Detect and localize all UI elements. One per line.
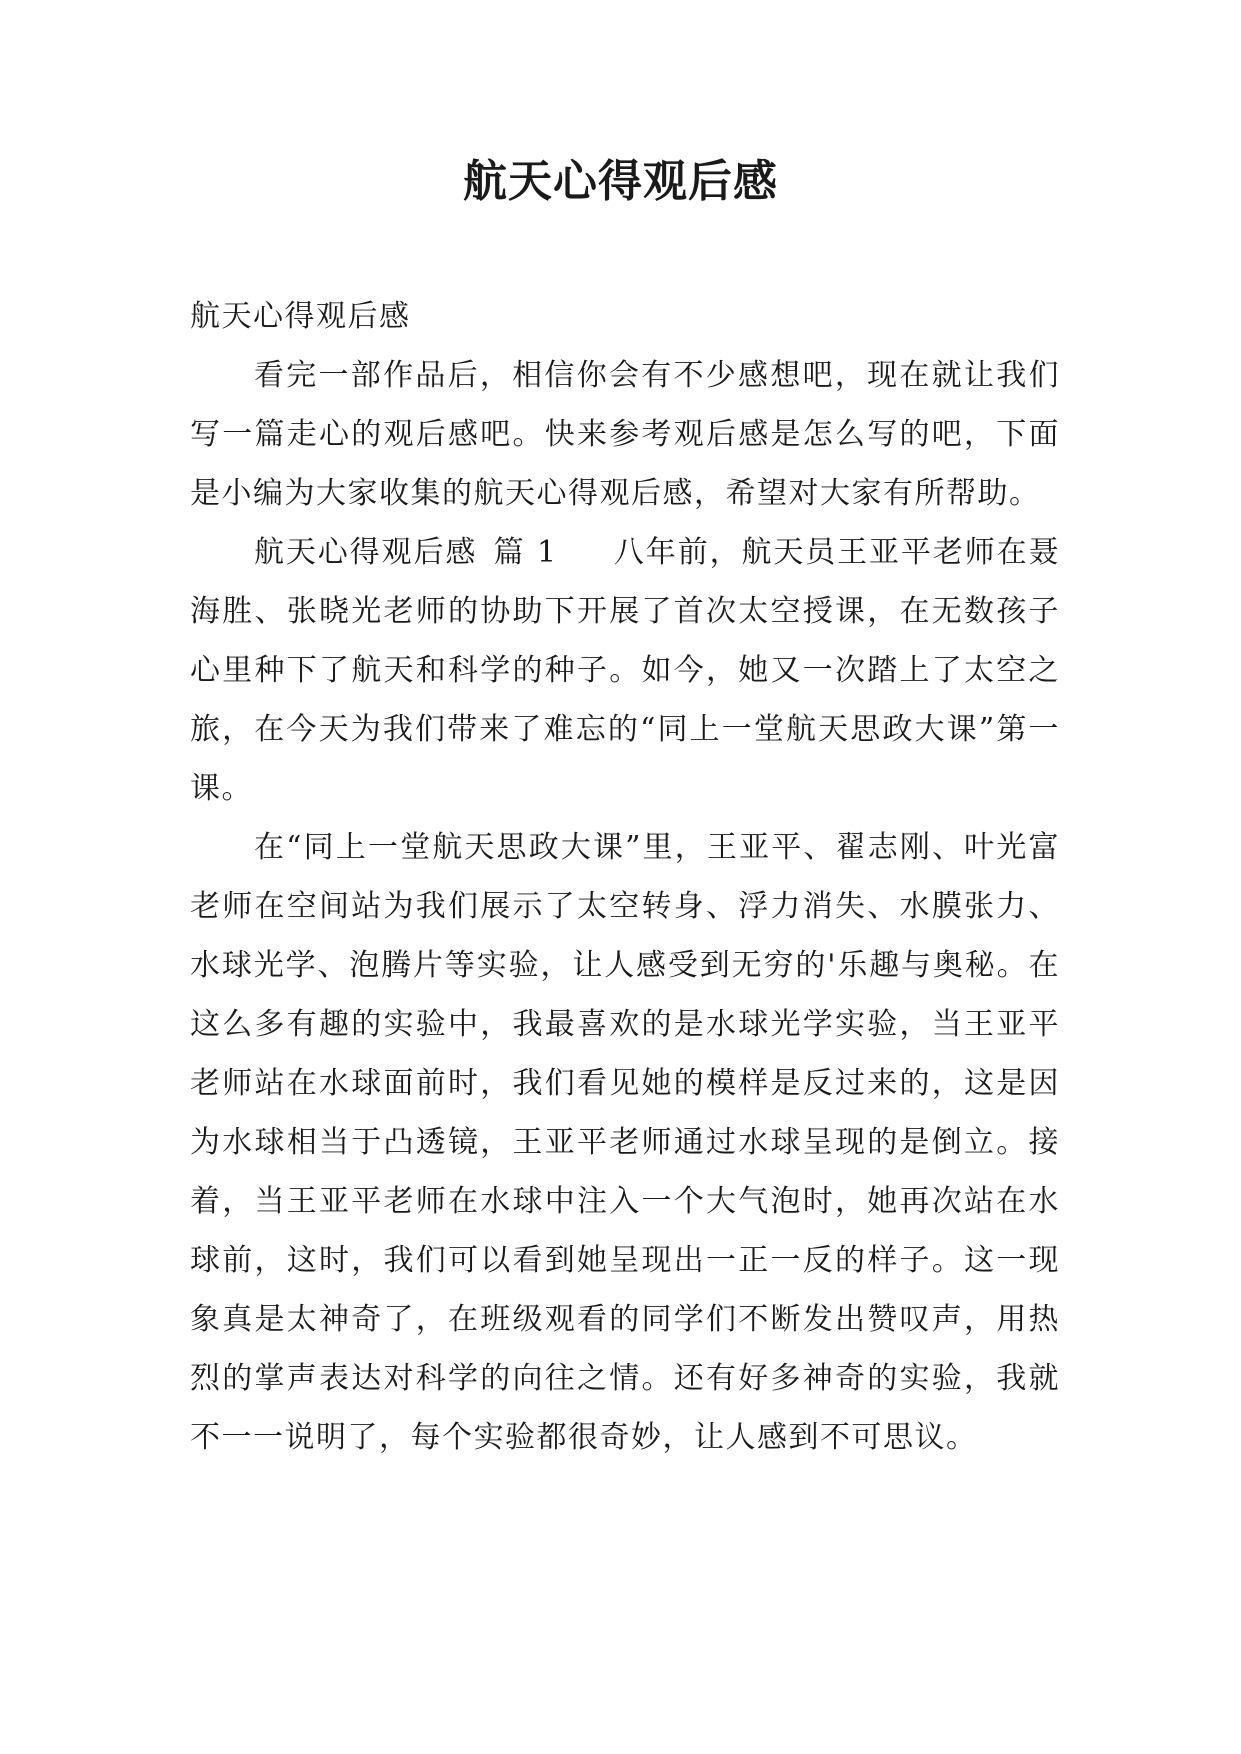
document-title: 航天心得观后感 — [463, 156, 778, 207]
article-1-number: 篇 1 — [493, 535, 558, 570]
document-subtitle: 航天心得观后感 — [190, 299, 411, 334]
document-body — [190, 287, 1060, 1467]
intro-paragraph: 看完一部作品后，相信你会有不少感想吧，现在就让我们写一篇走心的观后感吧。快来参考观后感是怎么写的吧，下面是小编为大家收集的航天心得观后感，希望对大家有所帮助。 — [190, 358, 1060, 511]
article-1-first-paragraph — [190, 523, 1060, 818]
article-1-para-1: 八年前，航天员王亚平老师在聂海胜、张晓光老师的协助下开展了首次太空授课，在无数孩子心里种下了航天和科学的种子。如今，她又一次踏上了太空之旅，在今天为我们带来了难忘的“同上一堂航天思政大课”第一课。 — [190, 535, 1060, 806]
article-1-para-2: 在“同上一堂航天思政大课”里，王亚平、翟志刚、叶光富老师在空间站为我们展示了太空转身、浮力消失、水膜张力、水球光学、泡腾片等实验，让人感受到无穷的'乐趣与奥秘。在这么多有趣的实验中，我最喜欢的是水球光学实验，当王亚平老师站在水球面前时，我们看见她的模样是反过来的，这是因为水球相当于凸透镜，王亚平老师通过水球呈现的是倒立。接着，当王亚平老师在水球中注入一个大气泡时，她再次站在水球前，这时，我们可以看到她呈现出一正一反的样子。这一现象真是太神奇了，在班级观看的同学们不断发出赞叹声，用热烈的掌声表达对科学的向往之情。还有好多神奇的实验，我就不一一说明了，每个实验都很奇妙，让人感到不可思议。 — [190, 830, 1060, 1455]
article-1-heading: 航天心得观后感 — [254, 535, 478, 570]
